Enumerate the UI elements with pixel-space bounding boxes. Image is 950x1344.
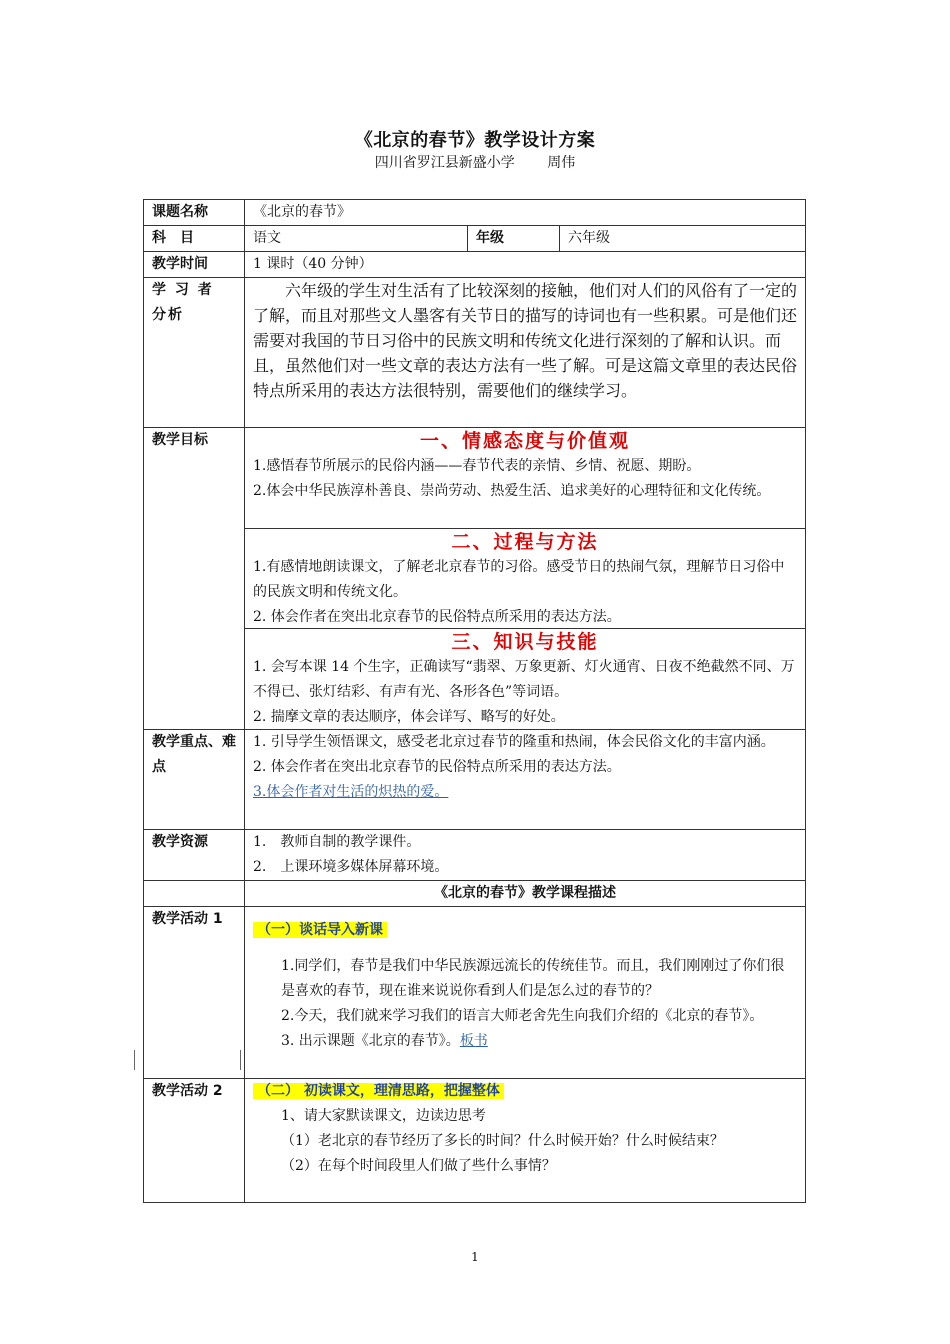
row-activity-1 <box>144 907 806 1079</box>
goal-section-3 <box>245 628 805 729</box>
margin-marker <box>240 1050 241 1070</box>
activity2-line: （1）老北京的春节经历了多长的时间？什么时候开始？什么时候结束？ <box>281 1133 724 1149</box>
document-title: 《北京的春节》教学设计方案 <box>354 130 596 151</box>
author-name: 周伟 <box>547 155 576 171</box>
activity1-heading: （一）谈话导入新课 <box>253 922 387 938</box>
activity1-cell <box>245 907 806 1079</box>
grade-value: 六年级 <box>560 226 806 252</box>
learner-label: 学 习 者 分析 <box>144 278 245 428</box>
activity2-label: 教学活动 2 <box>144 1079 245 1203</box>
row-goals <box>144 428 806 730</box>
row-time <box>144 252 806 278</box>
row-resources <box>144 830 806 881</box>
key-label: 教学重点、难点 <box>144 730 245 830</box>
activity2-line: 1、请大家默读课文，边读边思考 <box>281 1108 486 1124</box>
activity1-line: 2.今天，我们就来学习我们的语言大师老舍先生向我们介绍的《北京的春节》。 <box>281 1008 764 1024</box>
resource-item: 1. 教师自制的教学课件。 <box>253 834 421 850</box>
course-name-value: 《北京的春节》 <box>245 200 806 226</box>
margin-marker <box>134 1050 135 1070</box>
goal-item: 1. 会写本课 14 个生字，正确读写“翡翠、万象更新、灯火通宵、日夜不绝截然不同、万不得已、张灯结彩、有声有光、各形各色”等词语。 <box>253 659 795 700</box>
school-name: 四川省罗江县新盛小学 <box>374 155 515 171</box>
row-course-desc <box>144 881 806 907</box>
activity2-cell <box>245 1079 806 1203</box>
goal-heading-3: 三、知识与技能 <box>451 631 599 653</box>
author-line <box>0 152 950 172</box>
key-item: 1. 引导学生领悟课文，感受老北京过春节的隆重和热闹，体会民俗文化的丰富内涵。 <box>253 734 775 750</box>
activity1-line-last: 3. 出示课题《北京的春节》。板书 <box>281 1033 488 1049</box>
key-item: 2. 体会作者在突出北京春节的民俗特点所采用的表达方法。 <box>253 759 621 775</box>
resource-item: 2. 上课环境多媒体屏幕环境。 <box>253 859 449 875</box>
row-learner <box>144 278 806 428</box>
goal-item: 2. 揣摩文章的表达顺序，体会详写、略写的好处。 <box>253 709 565 725</box>
course-desc: 《北京的春节》教学课程描述 <box>245 881 806 907</box>
page-number: 1 <box>471 1250 479 1264</box>
key-link[interactable]: 3.体会作者对生活的炽热的爱。 <box>253 784 449 800</box>
goal-item: 1.有感情地朗读课文，了解老北京春节的习俗。感受节日的热闹气氛，理解节日习俗中的民族文明和传统文化。 <box>253 559 785 600</box>
board-link[interactable]: 板书 <box>459 1033 488 1049</box>
activity1-label: 教学活动 1 <box>144 907 245 1079</box>
goals-label: 教学目标 <box>144 428 245 730</box>
time-label: 教学时间 <box>144 252 245 278</box>
goal-item: 1.感悟春节所展示的民俗内涵——春节代表的亲情、乡情、祝愿、期盼。 <box>253 458 701 474</box>
learner-text: 六年级的学生对生活有了比较深刻的接触，他们对人们的风俗有了一定的了解，而且对那些文人墨客有关节日的描写的诗词也有一些积累。可是他们还需要对我国的节日习俗中的民族文明和传统文化进行深刻的了解和认识。而且，虽然他们对一些文章的表达方法有一些了解。可是这篇文章里的表达民俗特点所采用的表达方法很特别，需要他们的继续学习。 <box>245 278 806 428</box>
row-key-points <box>144 730 806 830</box>
goal-item: 2. 体会作者在突出北京春节的民俗特点所采用的表达方法。 <box>253 609 621 625</box>
course-desc-empty <box>144 881 245 907</box>
goal-item: 2.体会中华民族淳朴善良、崇尚劳动、热爱生活、追求美好的心理特征和文化传统。 <box>253 483 771 499</box>
row-subject <box>144 226 806 252</box>
time-value: 1 课时（40 分钟） <box>245 252 806 278</box>
resource-cell <box>245 830 806 881</box>
row-course-name <box>144 200 806 226</box>
grade-label: 年级 <box>468 226 560 252</box>
key-cell <box>245 730 806 830</box>
lesson-plan-table <box>143 199 806 1203</box>
goal-heading-1: 一、情感态度与价值观 <box>420 430 631 452</box>
subject-value: 语文 <box>245 226 468 252</box>
goal-heading-2: 二、过程与方法 <box>451 531 599 553</box>
activity2-line: （2）在每个时间段里人们做了些什么事情？ <box>281 1158 556 1174</box>
goal-section-2 <box>245 528 805 628</box>
resource-label: 教学资源 <box>144 830 245 881</box>
subject-label: 科 目 <box>144 226 245 252</box>
activity1-line: 1.同学们，春节是我们中华民族源远流长的传统佳节。而且，我们刚刚过了你们很是喜欢的春节，现在谁来说说你看到人们是怎么过的春节的？ <box>281 958 785 999</box>
row-activity-2 <box>144 1079 806 1203</box>
goals-cell <box>245 428 806 730</box>
activity2-heading: （二） 初读课文，理清思路，把握整体 <box>253 1083 504 1099</box>
course-name-label: 课题名称 <box>144 200 245 226</box>
goal-section-1 <box>253 428 797 528</box>
